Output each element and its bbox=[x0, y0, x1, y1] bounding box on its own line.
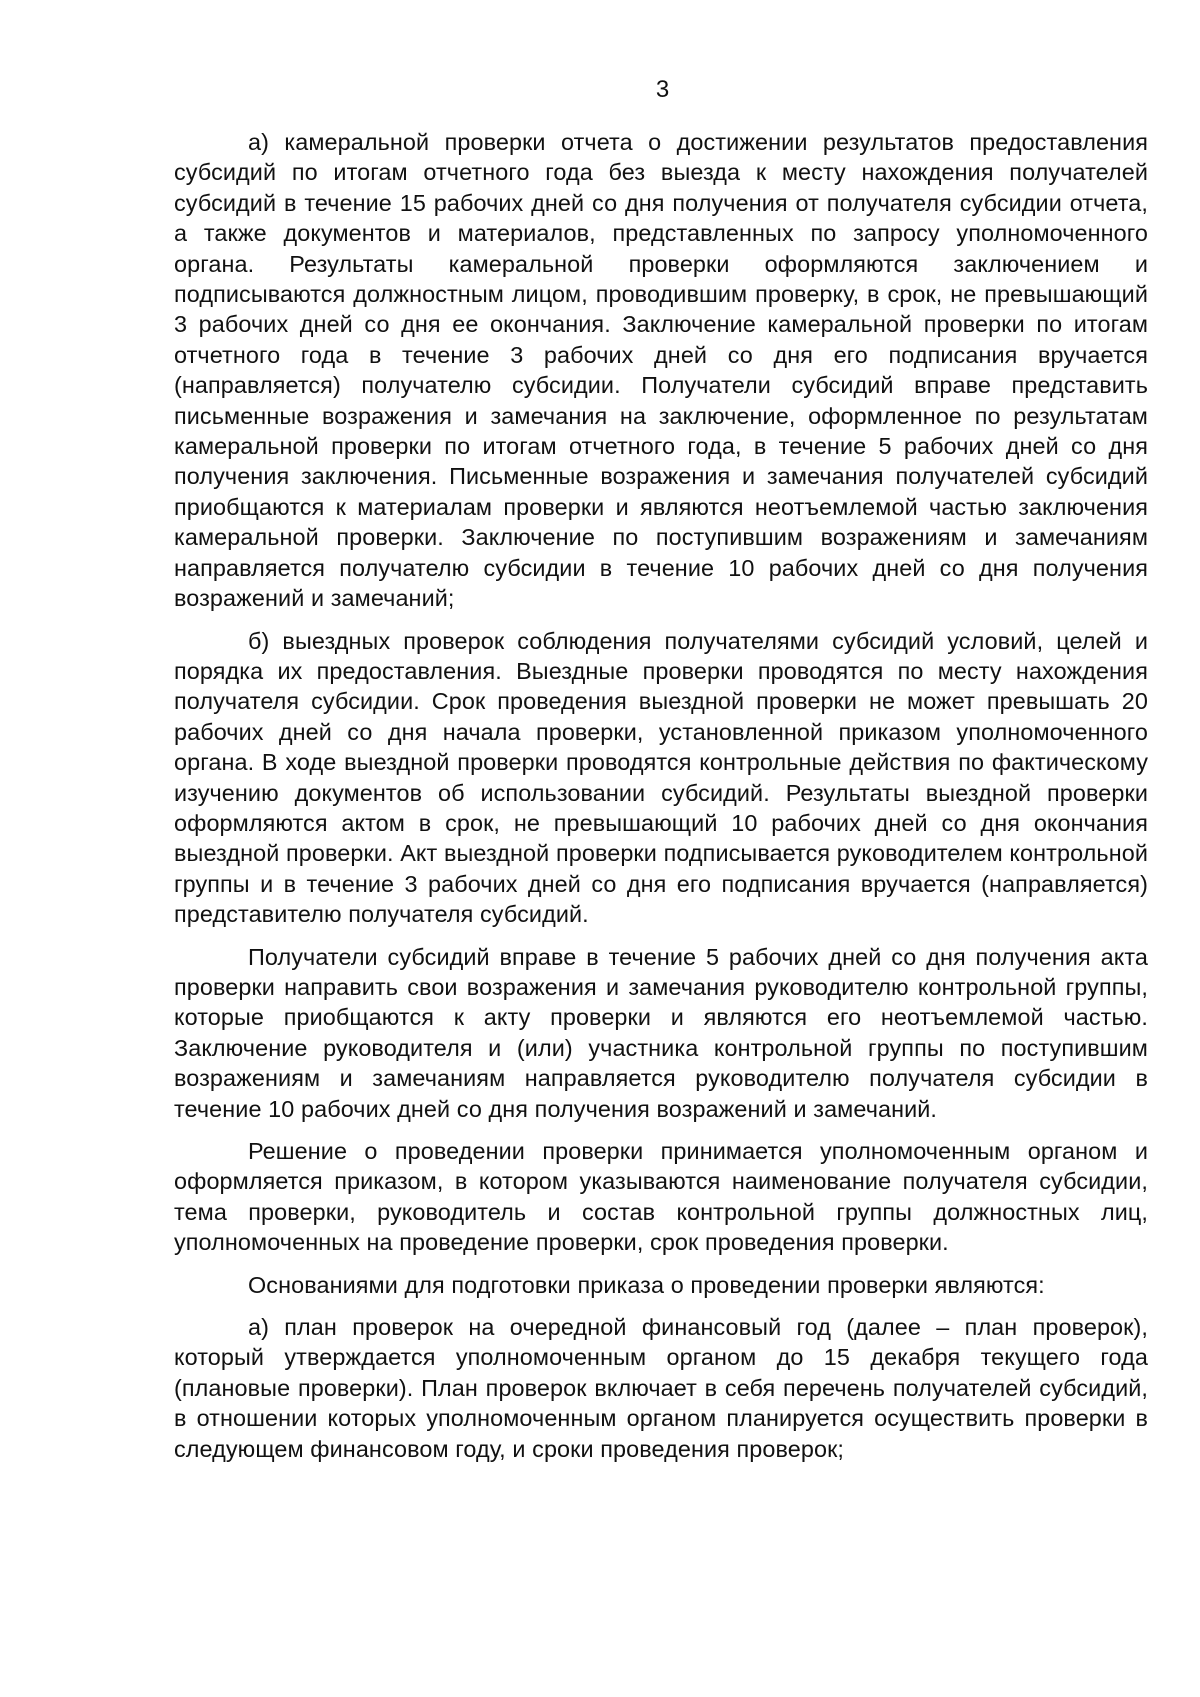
document-body bbox=[174, 127, 1148, 1476]
paragraph-kameral-check: а) камеральной проверки отчета о достижении результатов предоставления субсидий по итогам отчетного года без выезда к месту нахождения получателей субсидий в течение 15 рабочих дней со дня получения от получателя субсидии отчета, а также документов и материалов, представленных по запросу уполномоченного органа. Результаты камеральной проверки оформляются заключением и подписываются должностным лицом, проводившим проверку, в срок, не превышающий 3 рабочих дней со дня ее окончания. Заключение камеральной проверки по итогам отчетного года в течение 3 рабочих дней со дня его подписания вручается (направляется) получателю субсидии. Получатели субсидий вправе представить письменные возражения и замечания на заключение, оформленное по результатам камеральной проверки по итогам отчетного года, в течение 5 рабочих дней со дня получения заключения. Письменные возражения и замечания получателей субсидий приобщаются к материалам проверки и являются неотъемлемой частью заключения камеральной проверки. Заключение по поступившим возражениям и замечаниям направляется получателю субсидии в течение 10 рабочих дней со дня получения возражений и замечаний; bbox=[174, 129, 1148, 612]
paragraph-objections: Получатели субсидий вправе в течение 5 рабочих дней со дня получения акта проверки направить свои возражения и замечания руководителю контрольной группы, которые приобщаются к акту проверки и являются его неотъемлемой частью. Заключение руководителя и (или) участника контрольной группы по поступившим возражениям и замечаниям направляется руководителю получателя субсидии в течение 10 рабочих дней со дня получения возражений и замечаний. bbox=[174, 943, 1148, 1122]
page-number: 3 bbox=[655, 76, 670, 103]
paragraph-grounds-intro: Основаниями для подготовки приказа о проведении проверки являются: bbox=[248, 1271, 1045, 1298]
paragraph-decision: Решение о проведении проверки принимается уполномоченным органом и оформляется приказом, в котором указываются наименование получателя субсидии, тема проверки, руководитель и состав контрольной группы должностных лиц, уполномоченных на проведение проверки, срок проведения проверки. bbox=[174, 1138, 1148, 1256]
paragraph-inspection-plan: а) план проверок на очередной финансовый год (далее – план проверок), который утверждается уполномоченным органом до 15 декабря текущего года (плановые проверки). План проверок включает в себя перечень получателей субсидий, в отношении которых уполномоченным органом планируется осуществить проверки в следующем финансовом году, и сроки проведения проверок; bbox=[174, 1314, 1148, 1462]
paragraph-field-check: б) выездных проверок соблюдения получателями субсидий условий, целей и порядка их предоставления. Выездные проверки проводятся по месту нахождения получателя субсидии. Срок проведения выездной проверки не может превышать 20 рабочих дней со дня начала проверки, установленной приказом уполномоченного органа. В ходе выездной проверки проводятся контрольные действия по фактическому изучению документов об использовании субсидий. Результаты выездной проверки оформляются актом в срок, не превышающий 10 рабочих дней со дня окончания выездной проверки. Акт выездной проверки подписывается руководителем контрольной группы и в течение 3 рабочих дней со дня его подписания вручается (направляется) представителю получателя субсидий. bbox=[174, 627, 1148, 928]
